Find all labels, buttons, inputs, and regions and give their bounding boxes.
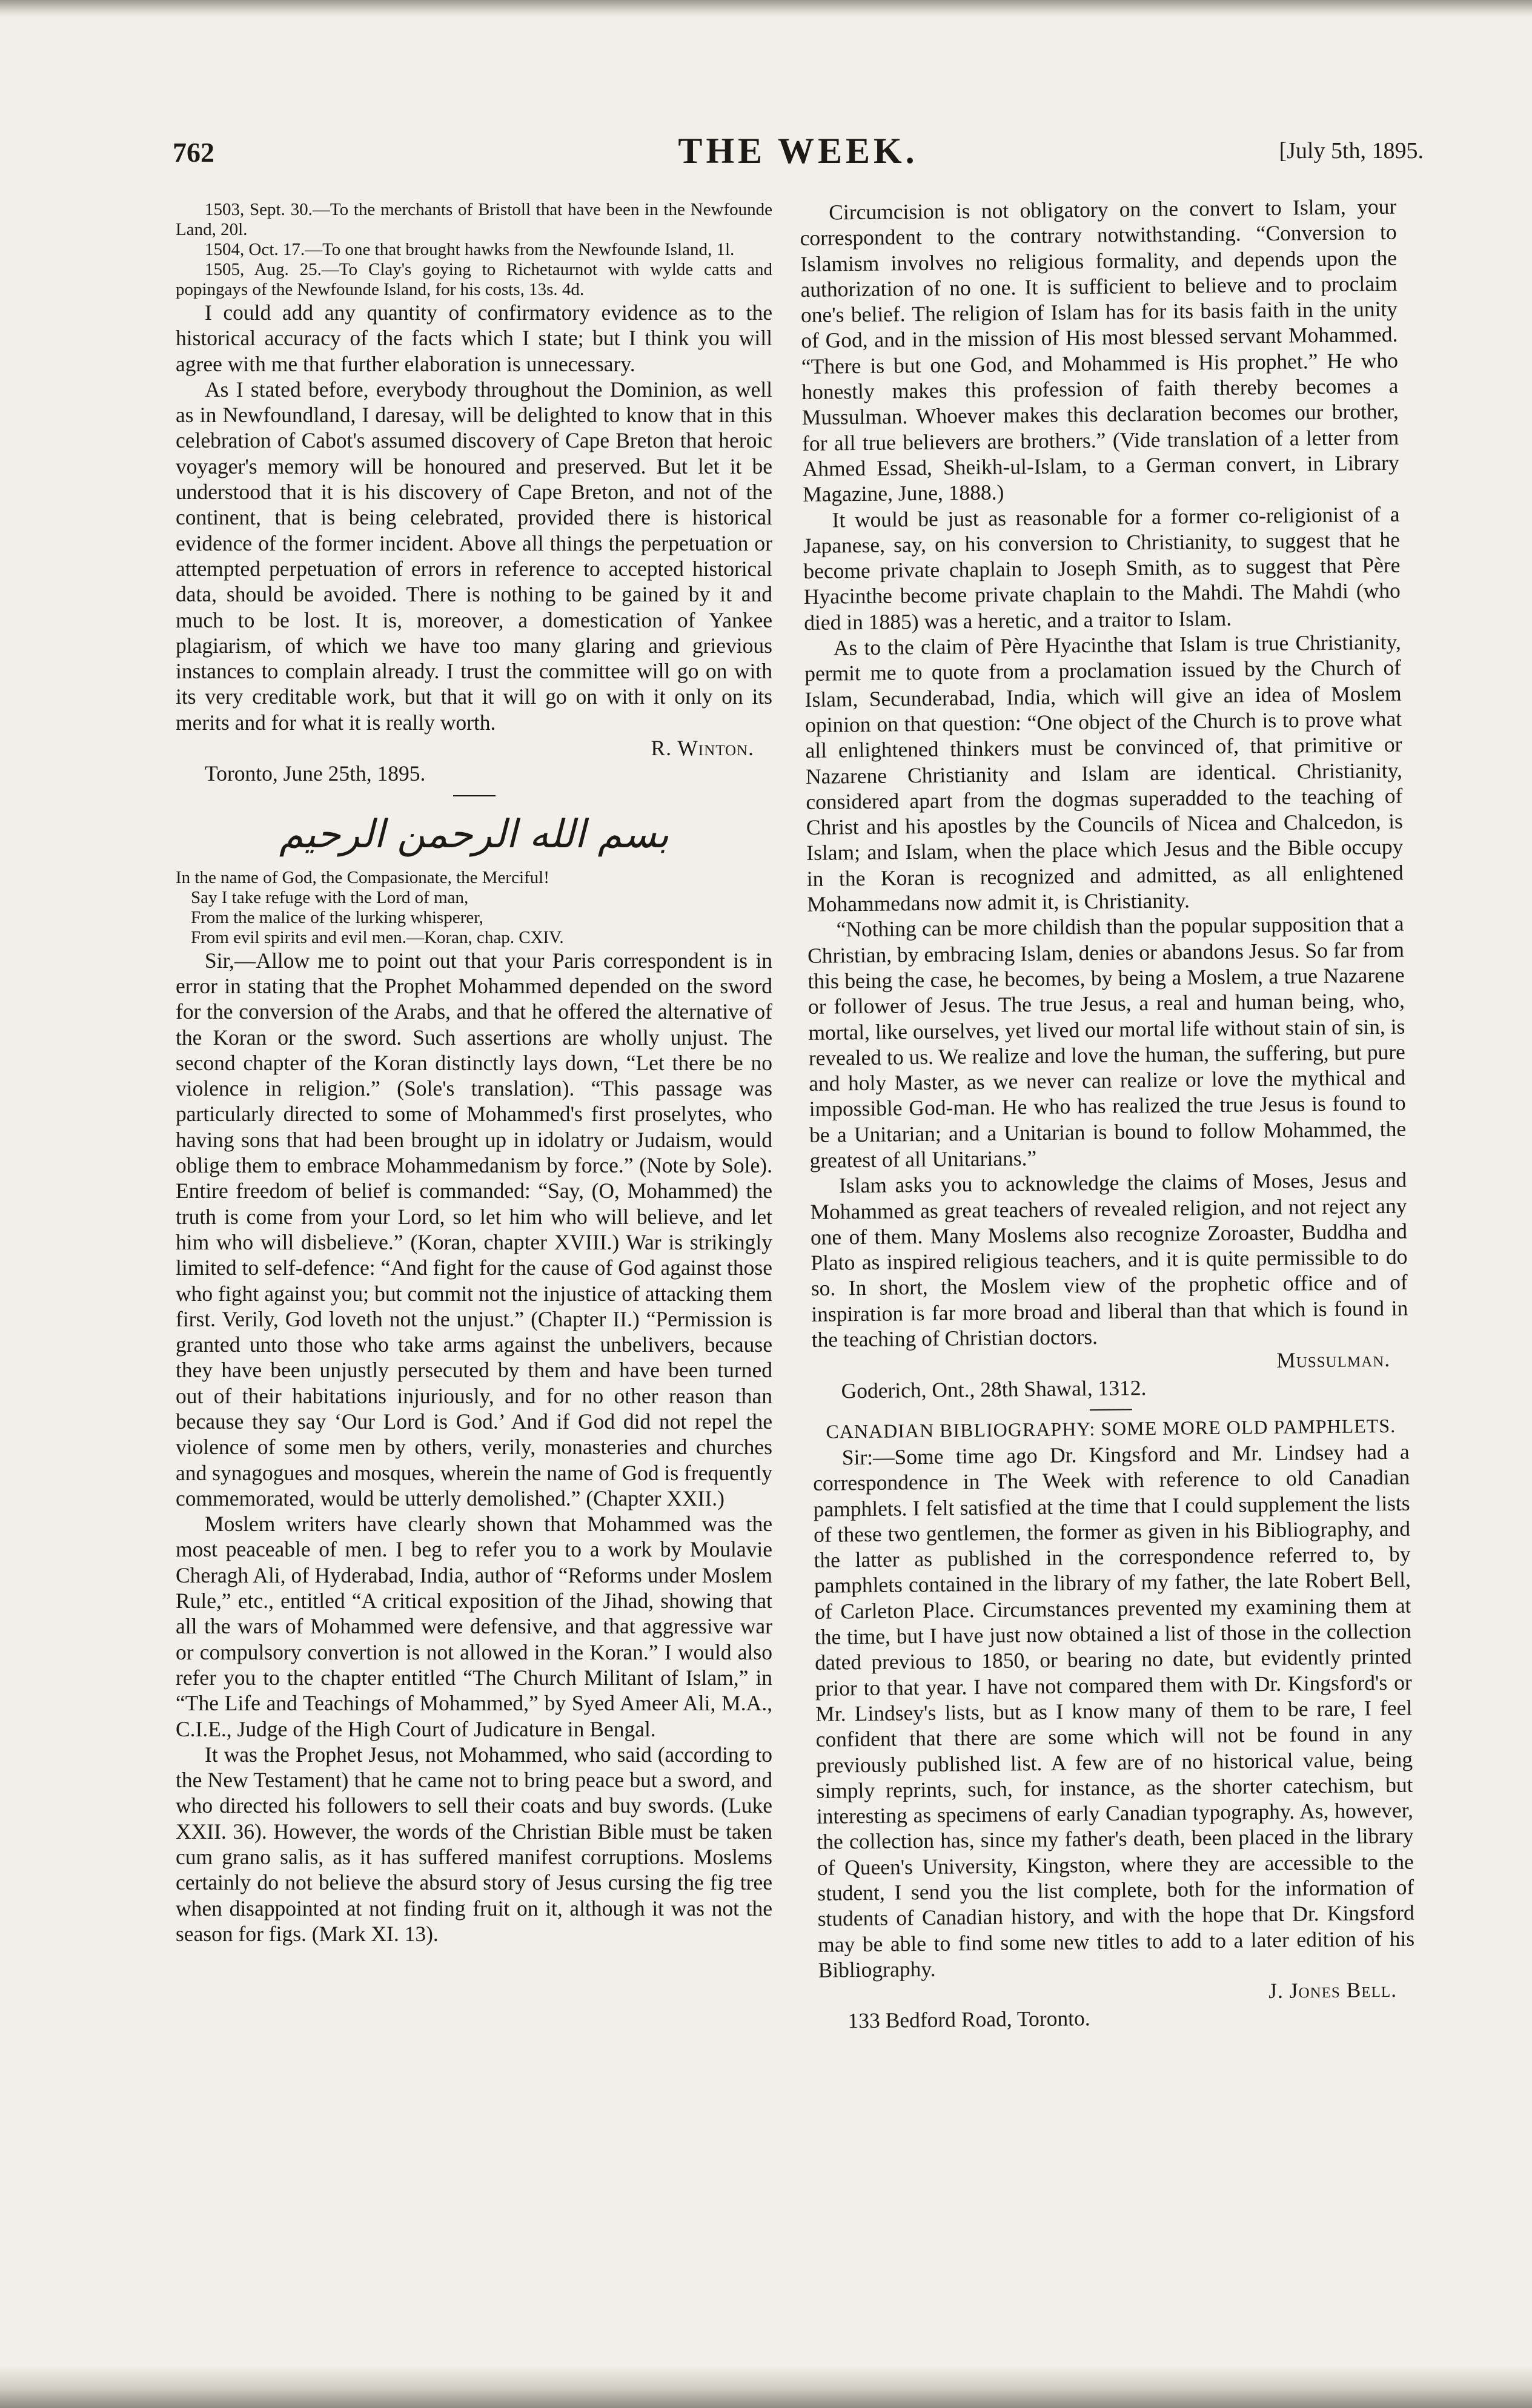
- paragraph: I could add any quantity of confirmatory evidence as to the historical accuracy of the facts which I state; but I think you will agree with me that further elaboration is unnecessary.: [176, 300, 772, 376]
- left-column: [176, 200, 772, 1947]
- epigraph-line: In the name of God, the Compasionate, the Merciful!: [176, 867, 549, 887]
- epigraph-line: Say I take refuge with the Lord of man,: [191, 887, 469, 907]
- paragraph: Circumcision is not obligatory on the convert to Islam, your correspondent to the contrary notwithstanding. “Conversion to Islamism involves no religious formality, and depends upon the authorization of no one. It is sufficient to believe and to proclaim one's belief. The religion of Islam has for its basis faith in the unity of God, and in the mission of His most blessed servant Mohammed. “There is but one God, and Mohammed is His prophet.” He who honestly makes this profession of faith thereby becomes a Mussulman. Whoever makes this declaration becomes our brother, for all true believers are brothers.” (Vide translation of a letter from Ahmed Essad, Sheikh-ul-Islam, to a German convert, in Library Magazine, June, 1888.): [800, 194, 1399, 507]
- divider: [453, 795, 496, 796]
- page-top-edge: [0, 0, 1532, 17]
- signature: J. Jones Bell.: [1268, 1977, 1398, 2003]
- paragraph: As to the claim of Père Hyacinthe that Islam is true Christianity, permit me to quote from a proclamation issued by the Church of Islam, Secunderabad, India, which will give an idea of Moslem opinion on that question: “One object of the Church is to prove what all enlightened thinkers must be convinced of, that primitive or Nazarene Christianity and Islam are identical. Christianity, considered apart from the dogmas superadded to the teaching of Christ and his apostles by the Councils of Nicea and Chalcedon, is Islam; and Islam, when the place which Jesus and the Bible occupy in the Koran is recognized and admitted, as all enlightened Mohammedans now admit it, is Christianity.: [804, 629, 1404, 916]
- paragraph: “Nothing can be more childish than the popular supposition that a Christian, by embracing Islam, denies or abandons Jesus. So far from this being the case, he becomes, by being a Moslem, a true Nazarene or follower of Jesus. The true Jesus, a real and human being, who, mortal, like ourselves, yet lived our mortal life without stain of sin, is revealed to us. We realize and love the human, the suffering, but pure and holy Master, as we never can realize or love the mythical and impossible God-man. He who has realized the true Jesus is found to be a Unitarian; and a Unitarian is bound to follow Mohammed, the greatest of all Unitarians.”: [807, 911, 1407, 1173]
- epigraph: [176, 868, 772, 948]
- page-bottom-edge: [0, 2366, 1532, 2408]
- epigraph-line: From evil spirits and evil men.—Koran, chap. CXIV.: [191, 927, 564, 947]
- dateline: Toronto, June 25th, 1895.: [205, 761, 426, 786]
- paragraph: Islam asks you to acknowledge the claims of Moses, Jesus and Mohammed as great teachers of revealed religion, and not reject any one of them. Many Moslems also recognize Zoroaster, Buddha and Plato as inspired religious teachers, and it is quite permissible to do so. In short, the Moslem view of the prophetic office and of inspiration is far more broad and liberal than that which is found in the teaching of Christian doctors.: [810, 1167, 1408, 1352]
- paragraph: Sir:—Some time ago Dr. Kingsford and Mr. Lindsey had a correspondence in The Week with reference to old Canadian pamphlets. I felt satisfied at the time that I could supplement the lists of these two gentlemen, the former as given in his Bibliography, and the latter as published in the correspondence referred to, by pamphlets contained in the library of my father, the late Robert Bell, of Carleton Place. Circumstances prevented my examining them at the time, but I have just now obtained a list of those in the collection dated previous to 1850, or bearing no date, but evidently printed prior to that year. I have not compared them with Dr. Kingsford's or Mr. Lindsey's lists, but as I know many of them to be rare, I feel confident that there are some which will not be found in any previously published list. A few are of no historical value, being simply reprints, such, for instance, as the shorter catechism, but interesting as specimens of early Canadian typography. As, however, the collection has, since my father's death, been placed in the library of Queen's University, Kingston, where they are accessible to the student, I send you the list complete, both for the information of students of Canadian history, and with the hope that Dr. Kingsford may be able to find some new titles to add to a later edition of his Bibliography.: [812, 1439, 1415, 1982]
- issue-date: [July 5th, 1895.: [1279, 138, 1424, 164]
- section-heading: CANADIAN BIBLIOGRAPHY: SOME MORE OLD PAMPHLETS.: [826, 1414, 1396, 1443]
- record-entry: 1505, Aug. 25.—To Clay's goying to Richetaurnot with wylde catts and popingays of the Newfounde Island, for his costs, 13s. 4d.: [176, 260, 772, 299]
- paragraph: It was the Prophet Jesus, not Mohammed, who said (according to the New Testament) that he came not to bring peace but a sword, and who directed his followers to sell their coats and buy swords. (Luke XXII. 36). However, the words of the Christian Bible must be taken cum grano salis, as it has suffered manifest corruptions. Moslems certainly do not believe the absurd story of Jesus cursing the fig tree when disappointed at not finding fruit on it, although it was not the season for figs. (Mark XI. 13).: [176, 1742, 772, 1946]
- paragraph: Sir,—Allow me to point out that your Paris correspondent is in error in stating that the Prophet Mohammed depended on the sword for the conversion of the Arabs, and that he offered the alternative of the Koran or the sword. Such assertions are wholly unjust. The second chapter of the Koran distinctly lays down, “Let there be no violence in religion.” (Sole's translation). “This passage was particularly directed to some of Mohammed's first proselytes, who having sons that had been brought up in idolatry or Judaism, would oblige them to embrace Mohammedanism by force.” (Note by Sole). Entire freedom of belief is commanded: “Say, (O, Mohammed) the truth is come from your Lord, so let him who will believe, and let him who will disbelieve.” (Koran, chapter XVIII.) War is strikingly limited to self-defence: “And fight for the cause of God against those who fight against you; but commit not the injustice of attacking them first. Verily, God loveth not the unjust.” (Chapter II.) “Permission is granted unto those who take arms against the unbelivers, because they have been unjustly persecuted by them and have been turned out of their habitations injuriously, and for no other reason than because they say ‘Our Lord is God.’ And if God did not repel the violence of some men by others, verily, monasteries and churches and synagogues and mosques, wherein the name of God is frequently commemorated, would be utterly demolished.” (Chapter XXII.): [176, 948, 772, 1510]
- paragraph: It would be just as reasonable for a former co-religionist of a Japanese, say, on his conversion to Christianity, to suggest that he become private chaplain to Joseph Smith, as to suggest that Père Hyacinthe become private chaplain to the Mahdi. The Mahdi (who died in 1885) was a heretic, and a traitor to Islam.: [803, 501, 1401, 635]
- dateline: Goderich, Ont., 28th Shawal, 1312.: [841, 1375, 1147, 1403]
- page-header: [173, 131, 1424, 179]
- paragraph: Moslem writers have clearly shown that Mohammed was the most peaceable of men. I beg to refer you to a work by Moulavie Cheragh Ali, of Hyderabad, India, author of “Reforms under Moslem Rule,” etc., entitled “A critical exposition of the Jihad, showing that all the wars of Mohammed were defensive, and that aggressive war or compulsory convertion is not allowed in the Koran.” I would also refer you to the chapter entitled “The Church Militant of Islam,” in “The Life and Teachings of Mohammed,” by Syed Ameer Ali, M.A., C.I.E., Judge of the High Court of Judicature in Bengal.: [176, 1512, 772, 1741]
- paragraph: As I stated before, everybody throughout the Dominion, as well as in Newfoundland, I daresay, will be delighted to know that in this celebration of Cabot's assumed discovery of Cape Breton that heroic voyager's memory will be honoured and preserved. But let it be understood that it is his discovery of Cape Breton, and not of the continent, that is being celebrated, provided there is historical evidence of the former incident. Above all things the perpetuation or attempted perpetuation of errors in reference to accepted historical data, should be avoided. There is nothing to be gained by it and much to be lost. It is, moreover, a domestication of Yankee plagiarism, of which we have too many glaring and grievious instances to complain already. I trust the committee will go on with its very creditable work, but that it will go on with it only on its merits and for what it is really worth.: [176, 377, 772, 735]
- records-list: [176, 200, 772, 300]
- divider: [1089, 1409, 1132, 1411]
- record-entry: 1504, Oct. 17.—To one that brought hawks from the Newfounde Island, 1l.: [205, 240, 735, 259]
- signature: Mussulman.: [1276, 1347, 1391, 1373]
- epigraph-line: From the malice of the lurking whisperer,: [191, 907, 483, 927]
- arabic-invocation: بسم الله الرحمن الرحيم: [279, 812, 669, 857]
- signature: R. Winton.: [651, 736, 754, 761]
- record-entry: 1503, Sept. 30.—To the merchants of Bristoll that have been in the Newfounde Land, 20l.: [176, 200, 772, 239]
- masthead-title: THE WEEK.: [678, 131, 918, 171]
- right-column: [800, 194, 1416, 2034]
- page-number: 762: [173, 137, 214, 168]
- dateline: 133 Bedford Road, Toronto.: [847, 2006, 1090, 2033]
- signature-line: [176, 735, 772, 761]
